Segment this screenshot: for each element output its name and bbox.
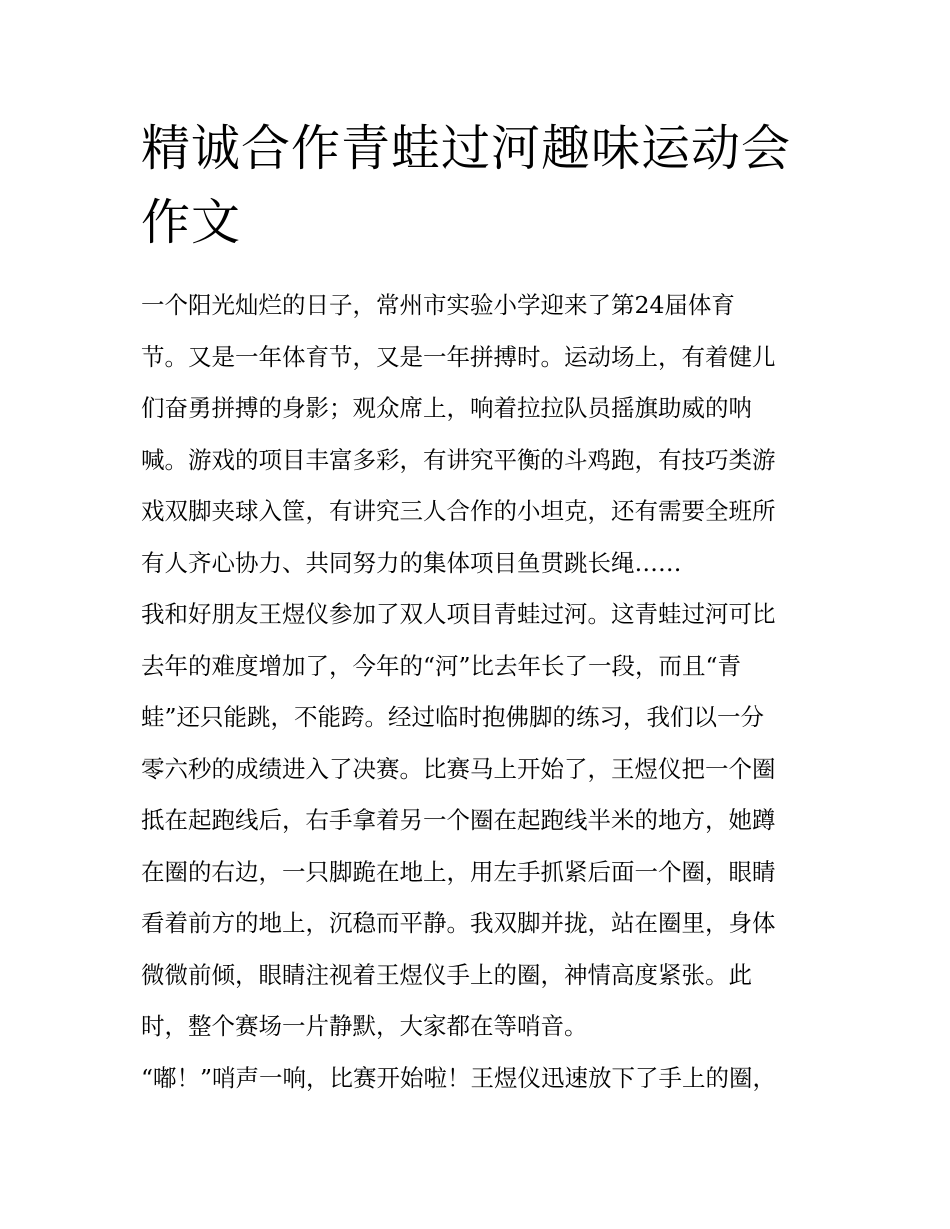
paragraph-start (141, 1053, 816, 1105)
document-title (141, 112, 816, 260)
text-line: 有人齐心协力、共同努力的集体项目鱼贯跳长绳…… (141, 548, 682, 577)
text-line: “嘟！”哨声一响，比赛开始啦！王煜仪迅速放下了手上的圈， (141, 1063, 777, 1092)
text-line: 节。又是一年体育节，又是一年拼搏时。运动场上，有着健儿 (141, 342, 776, 371)
text-line: 时，整个赛场一片静默，大家都在等哨音。 (141, 1012, 588, 1040)
text-line: 们奋勇拼搏的身影；观众席上，响着拉拉队员摇旗助威的呐 (141, 394, 752, 422)
text-line: 零六秒的成绩进入了决赛。比赛马上开始了，王煜仪把一个圈 (141, 754, 776, 783)
text-line: 我和好朋友王煜仪参加了双人项目青蛙过河。这青蛙过河可比 (141, 600, 776, 628)
text-line: 去年的难度增加了，今年的“河”比去年长了一段，而且“青 (141, 651, 742, 680)
title-line: 作文 (141, 194, 242, 251)
paragraph-frog-race (141, 589, 816, 1053)
title-line: 精诚合作青蛙过河趣味运动会 (141, 120, 792, 177)
text-line: 戏双脚夹球入筐，有讲究三人合作的小坦克，还有需要全班所 (141, 497, 776, 525)
document-body (141, 280, 816, 1104)
text-line: 看着前方的地上，沉稳而平静。我双脚并拢，站在圈里，身体 (141, 909, 776, 937)
text-line: 抵在起跑线后，右手拿着另一个圈在起跑线半米的地方，她蹲 (141, 806, 776, 834)
text-line: 在圈的右边，一只脚跪在地上，用左手抓紧后面一个圈，眼睛 (141, 857, 776, 886)
document-page (141, 112, 816, 1104)
text-line: 蛙”还只能跳，不能跨。经过临时抱佛脚的练习，我们以一分 (141, 703, 765, 731)
text-line: 一个阳光灿烂的日子，常州市实验小学迎来了第24届体育 (141, 291, 735, 319)
paragraph-intro (141, 280, 816, 589)
text-line: 微微前倾，眼睛注视着王煜仪手上的圈，神情高度紧张。此 (141, 960, 752, 989)
text-line: 喊。游戏的项目丰富多彩，有讲究平衡的斗鸡跑，有技巧类游 (141, 445, 776, 474)
